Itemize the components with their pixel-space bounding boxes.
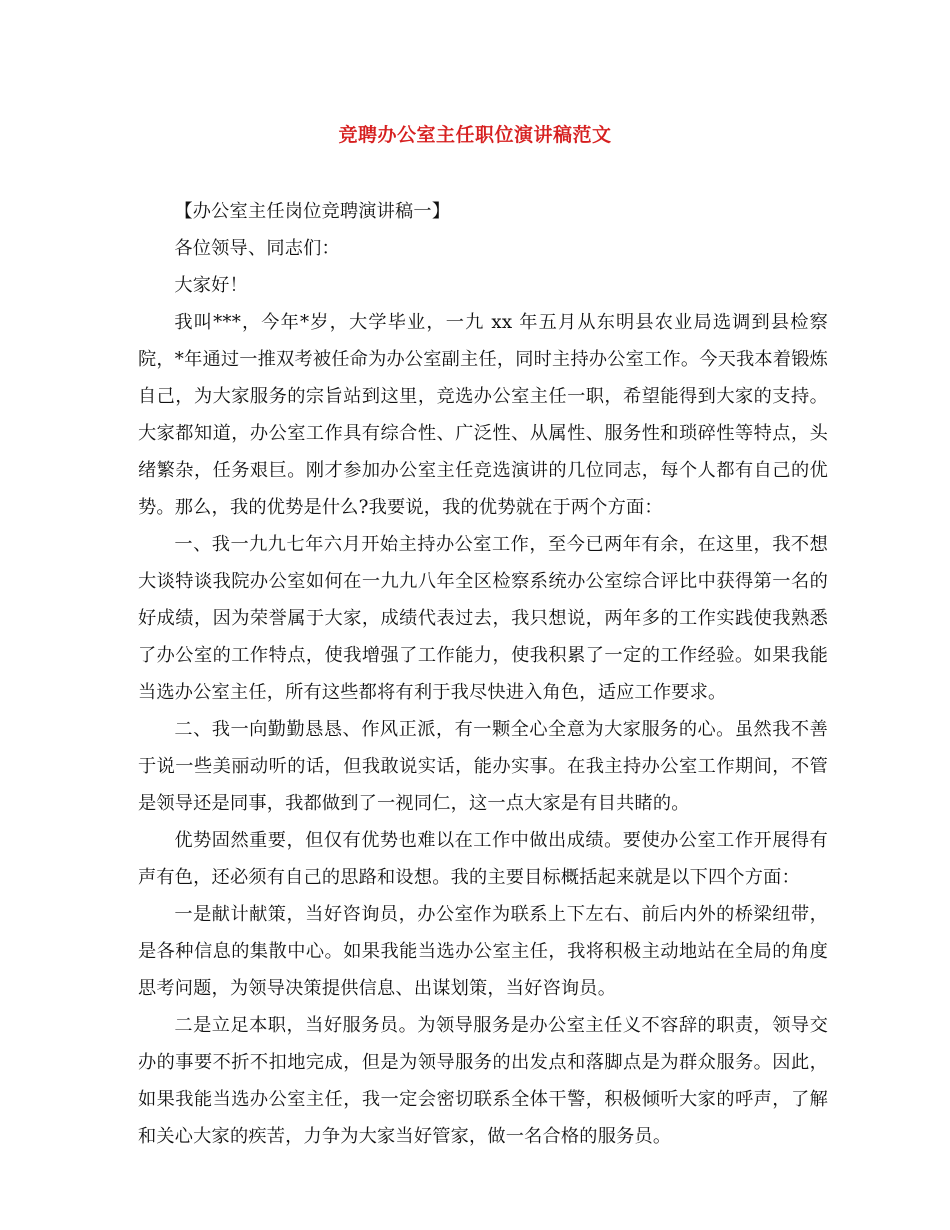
salutation: 各位领导、同志们：	[174, 238, 340, 259]
greeting: 大家好！	[174, 275, 248, 296]
section-heading: 【办公室主任岗位竞聘演讲稿一】	[174, 201, 451, 222]
paragraph-goals-intro: 优势固然重要，但仅有优势也难以在工作中做出成绩。要使办公室工作开展得有声有色，还必须有自己的思路和设想。我的主要目标概括起来就是以下四个方面：	[138, 830, 828, 888]
document-body	[138, 193, 828, 1155]
paragraph-advantage-one: 一、我一九九七年六月开始主持办公室工作，至今已两年有余，在这里，我不想大谈特谈我院办公室如何在一九九八年全区检察系统办公室综合评比中获得第一名的好成绩，因为荣誉属于大家，成绩代表过去，我只想说，两年多的工作实践使我熟悉了办公室的工作特点，使我增强了工作能力，使我积累了一定的工作经验。如果我能当选办公室主任，所有这些都将有利于我尽快进入角色，适应工作要求。	[138, 534, 828, 703]
document-title: 竞聘办公室主任职位演讲稿范文	[338, 124, 612, 146]
paragraph-goal-one: 一是献计献策，当好咨询员，办公室作为联系上下左右、前后内外的桥梁纽带，是各种信息的集散中心。如果我能当选办公室主任，我将积极主动地站在全局的角度思考问题，为领导决策提供信息、出谋划策，当好咨询员。	[138, 904, 828, 999]
paragraph-introduction: 我叫***，今年*岁，大学毕业，一九 xx 年五月从东明县农业局选调到县检察院，*年通过一推双考被任命为办公室副主任，同时主持办公室工作。今天我本着锻炼自己，为大家服务的宗旨站到这里，竞选办公室主任一职，希望能得到大家的支持。 大家都知道，办公室工作具有综合性、广泛性、从属性、服务性和琐碎性等特点，头绪繁杂，任务艰巨。刚才参加办公室主任竞选演讲的几位同志，每个人都有自己的优势。那么，我的优势是什么?我要说，我的优势就在于两个方面：	[138, 312, 828, 518]
paragraph-goal-two: 二是立足本职，当好服务员。为领导服务是办公室主任义不容辞的职责，领导交办的事要不折不扣地完成，但是为领导服务的出发点和落脚点是为群众服务。因此，如果我能当选办公室主任，我一定会密切联系全体干警，积极倾听大家的呼声，了解和关心大家的疾苦，力争为大家当好管家，做一名合格的服务员。	[138, 1015, 828, 1147]
paragraph-advantage-two: 二、我一向勤勤恳恳、作风正派，有一颗全心全意为大家服务的心。虽然我不善于说一些美丽动听的话，但我敢说实话，能办实事。在我主持办公室工作期间，不管是领导还是同事，我都做到了一视同仁，这一点大家是有目共睹的。	[138, 719, 828, 814]
